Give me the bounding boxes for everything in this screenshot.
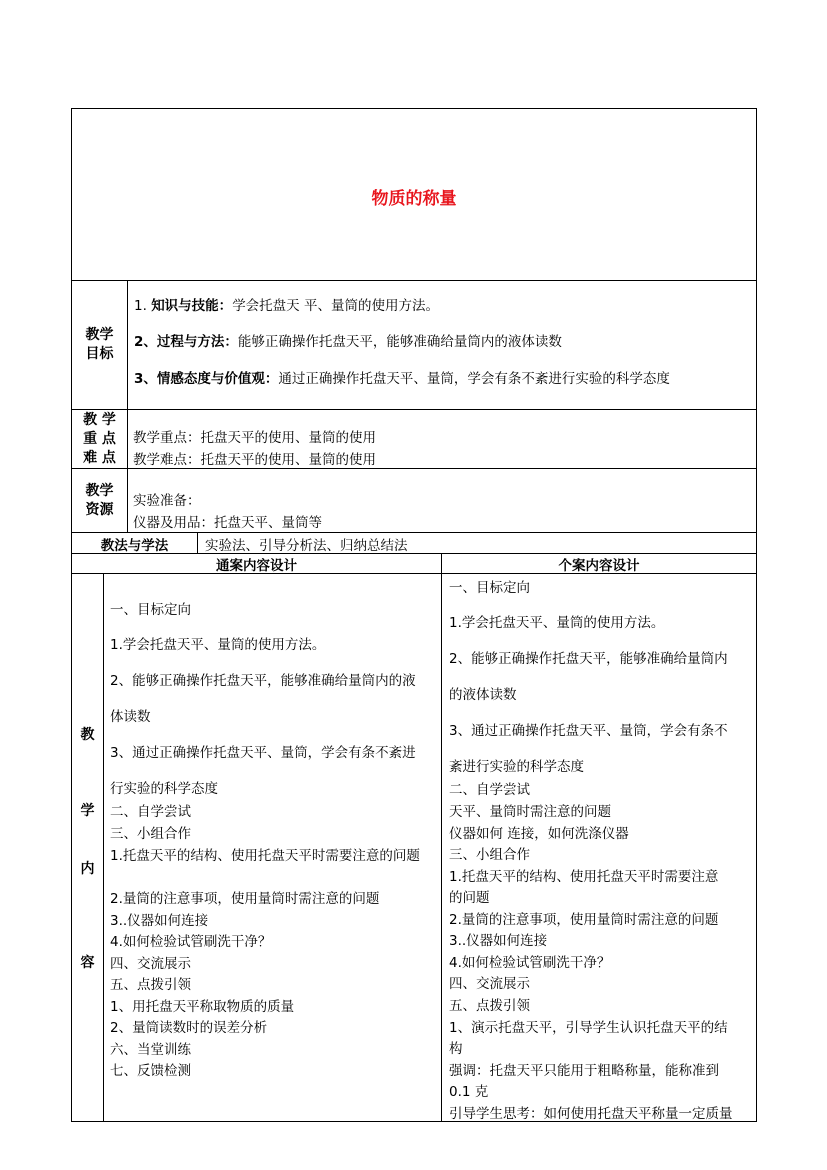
common-line: 3..仪器如何连接 xyxy=(110,913,209,929)
col-divider xyxy=(197,532,198,554)
common-line: 行实验的科学态度 xyxy=(110,781,218,797)
common-line: 2.量筒的注意事项，使用量筒时需注意的问题 xyxy=(110,891,380,907)
objective-item: 3、情感态度与价值观：通过正确操作托盘天平、量筒，学会有条不紊进行实验的科学态度 xyxy=(134,371,670,387)
individual-line: 紊进行实验的科学态度 xyxy=(449,759,584,775)
col-divider xyxy=(103,573,104,1122)
individual-line: 仪器如何 连接，如何洗涤仪器 xyxy=(449,826,629,842)
common-line: 4.如何检验试管刷洗干净？ xyxy=(110,934,272,950)
common-line: 1.托盘天平的结构、使用托盘天平时需要注意的问题 xyxy=(110,848,420,864)
methods-text: 实验法、引导分析法、归纳总结法 xyxy=(205,538,408,554)
row-divider xyxy=(71,409,757,410)
individual-line: 1.托盘天平的结构、使用托盘天平时需要注意 xyxy=(449,869,719,885)
objective-item: 1. 知识与技能：学会托盘天 平、量筒的使用方法。 xyxy=(134,298,439,314)
individual-line: 构 xyxy=(449,1041,463,1057)
common-line: 2、量筒读数时的误差分析 xyxy=(110,1020,268,1036)
common-line: 2、能够正确操作托盘天平，能够准确给量筒内的液 xyxy=(110,673,416,689)
resources-line: 实验准备： xyxy=(133,493,201,509)
page-title: 物质的称量 xyxy=(371,189,457,209)
individual-line: 1.学会托盘天平、量筒的使用方法。 xyxy=(449,615,665,631)
individual-line: 三、小组合作 xyxy=(449,847,530,863)
objective-item: 2、过程与方法：能够正确操作托盘天平，能够准确给量筒内的液体读数 xyxy=(134,334,562,350)
common-design-header: 通案内容设计 xyxy=(216,558,297,574)
individual-line: 1、演示托盘天平，引导学生认识托盘天平的结 xyxy=(449,1020,728,1036)
individual-line: 二、自学尝试 xyxy=(449,782,530,798)
common-line: 二、自学尝试 xyxy=(110,804,191,820)
individual-line: 3、通过正确操作托盘天平、量筒，学会有条不 xyxy=(449,723,728,739)
key-point-line: 教学重点：托盘天平的使用、量筒的使用 xyxy=(133,430,376,446)
content-label-char: 容 xyxy=(80,955,95,971)
row-divider xyxy=(71,468,757,469)
methods-label: 教法与学法 xyxy=(100,538,169,554)
row-divider xyxy=(71,532,757,533)
content-label-char: 内 xyxy=(80,861,95,877)
common-line: 六、当堂训练 xyxy=(110,1042,191,1058)
common-line: 1.学会托盘天平、量筒的使用方法。 xyxy=(110,637,326,653)
col-divider xyxy=(441,553,442,1122)
common-line: 一、目标定向 xyxy=(110,602,191,618)
resources-line: 仪器及用品：托盘天平、量筒等 xyxy=(133,515,322,531)
individual-line: 的液体读数 xyxy=(449,687,517,703)
individual-line: 一、目标定向 xyxy=(449,580,530,596)
individual-line: 4.如何检验试管刷洗干净？ xyxy=(449,955,611,971)
key-points-label: 教 学 重 点 难 点 xyxy=(83,412,116,466)
common-line: 七、反馈检测 xyxy=(110,1063,191,1079)
individual-line: 的问题 xyxy=(449,890,490,906)
individual-line: 天平、量筒时需注意的问题 xyxy=(449,804,611,820)
individual-line: 2、能够正确操作托盘天平，能够准确给量筒内 xyxy=(449,651,728,667)
common-line: 五、点拨引领 xyxy=(110,977,191,993)
resources-label: 教学 资源 xyxy=(85,483,114,518)
row-divider xyxy=(71,280,757,281)
table-border-right xyxy=(756,108,757,1122)
content-label-char: 学 xyxy=(80,803,95,819)
individual-line: 四、交流展示 xyxy=(449,976,530,992)
common-line: 四、交流展示 xyxy=(110,956,191,972)
common-line: 1、用托盘天平称取物质的质量 xyxy=(110,999,295,1015)
individual-design-header: 个案内容设计 xyxy=(558,558,640,574)
table-border-top xyxy=(71,108,757,109)
individual-line: 引导学生思考：如何使用托盘天平称量一定质量 xyxy=(449,1106,733,1122)
individual-line: 2.量筒的注意事项，使用量筒时需注意的问题 xyxy=(449,912,719,928)
individual-line: 强调：托盘天平只能用于粗略称量，能称准到 xyxy=(449,1063,719,1079)
common-line: 体读数 xyxy=(110,709,151,725)
individual-line: 3..仪器如何连接 xyxy=(449,933,548,949)
individual-line: 五、点拨引领 xyxy=(449,998,530,1014)
objectives-label: 教学 目标 xyxy=(85,327,114,362)
common-line: 三、小组合作 xyxy=(110,826,191,842)
difficult-point-line: 教学难点：托盘天平的使用、量筒的使用 xyxy=(133,452,376,468)
common-line: 3、通过正确操作托盘天平、量筒，学会有条不紊进 xyxy=(110,745,416,761)
col-divider xyxy=(127,280,128,533)
content-label-char: 教 xyxy=(80,727,95,743)
individual-line: 0.1 克 xyxy=(449,1084,489,1100)
